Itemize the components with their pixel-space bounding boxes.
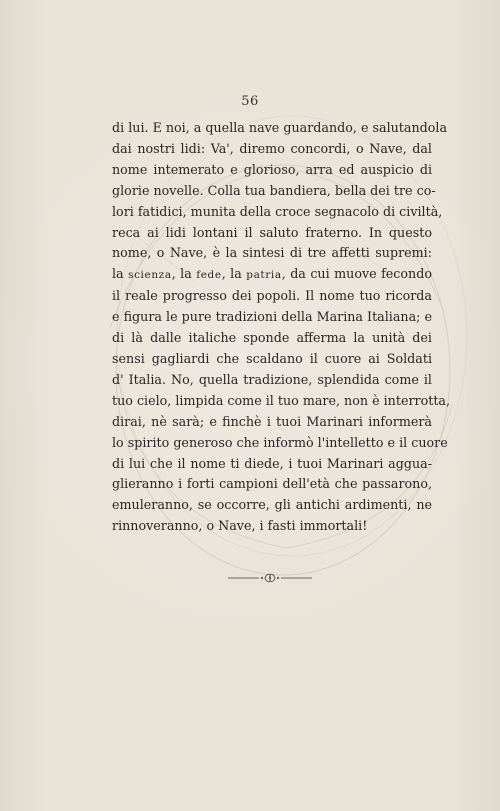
text-line: il reale progresso dei popoli. Il nome tuo ricorda — [112, 288, 432, 304]
text-line: di là dalle italiche sponde afferma la unità dei — [112, 330, 432, 346]
text-line: lori fatidici, munita della croce segnacolo di civiltà, — [112, 203, 443, 219]
text-segment: , da cui muove fecondo — [281, 266, 432, 282]
text-line: di lui che il nome ti diede, i tuoi Marinari aggua- — [112, 455, 432, 471]
small-caps-word: fede — [196, 269, 222, 282]
text-line: dirai, nè sarà; e finchè i tuoi Marinari informerà — [112, 413, 432, 429]
text-line: glieranno i forti campioni dell'età che passarono, — [112, 476, 432, 492]
text-line: sensi gagliardi che scaldano il cuore ai Soldati — [112, 350, 432, 366]
body-text — [112, 118, 451, 537]
text-line: glorie novelle. Colla tua bandiera, bella dei tre co- — [112, 182, 436, 198]
small-caps-word: scienza — [128, 269, 172, 282]
text-segment: , la — [221, 266, 247, 282]
text-line: e figura le pure tradizioni della Marina Italiana; e — [112, 309, 432, 325]
text-segment: la — [112, 266, 129, 282]
text-line: reca ai lidi lontani il saluto fraterno. In questo — [112, 224, 432, 240]
text-line: lo spirito generoso che informò l'intelletto e il cuore — [112, 434, 448, 450]
text-line: rinnoveranno, o Nave, i fasti immortali! — [112, 518, 368, 534]
text-line: d' Italia. No, quella tradizione, splendida come il — [112, 371, 432, 387]
text-line: dai nostri lidi: Va', diremo concordi, o Nave, dal — [112, 140, 432, 156]
text-line: nome intemerato e glorioso, arra ed auspicio di — [112, 161, 432, 177]
text-line-small-caps — [112, 264, 432, 286]
text-line: nome, o Nave, è la sintesi di tre affetti supremi: — [112, 245, 432, 261]
page-number: 56 — [241, 94, 259, 109]
text-line: tuo cielo, limpida come il tuo mare, non è interrotta, — [112, 392, 451, 408]
text-segment: , la — [171, 266, 197, 282]
text-line: emuleranno, se occorre, gli antichi ardimenti, ne — [112, 497, 432, 513]
small-caps-word: patria — [246, 269, 282, 282]
floral-divider-icon — [228, 570, 312, 586]
text-line: di lui. E noi, a quella nave guardando, e salutandola — [112, 120, 448, 135]
